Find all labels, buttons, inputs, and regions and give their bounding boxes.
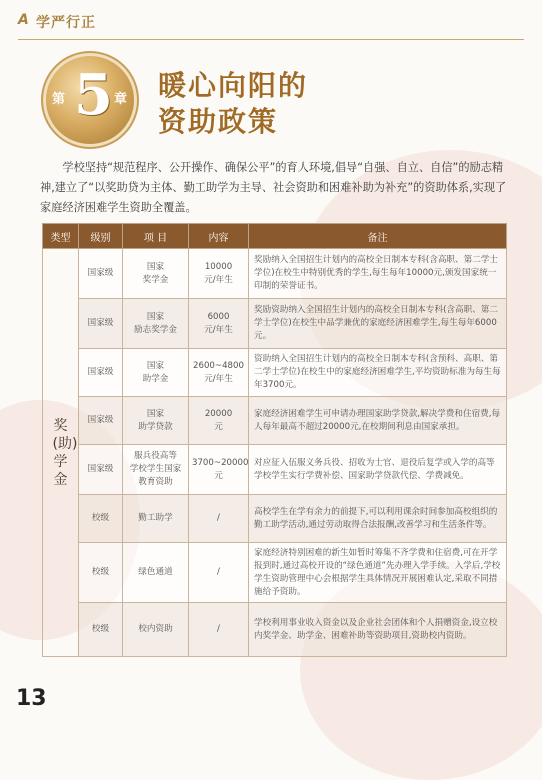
note-cell: 高校学生在学有余力的前提下,可以利用课余时间参加高校组织的勤工助学活动,通过劳动取得合法报酬,改善学习和生活条件等。 [249, 495, 507, 543]
page-header [18, 10, 524, 36]
chapter-title [158, 68, 308, 140]
header-level: 级别 [79, 224, 123, 249]
chapter-title-line2: 资助政策 [158, 105, 279, 138]
table-row [43, 543, 507, 603]
item-cell: 国家 助学贷款 [123, 397, 189, 445]
content-cell: 3700~20000 元 [189, 445, 249, 495]
level-cell: 校级 [79, 603, 123, 657]
content-cell: / [189, 495, 249, 543]
item-cell: 勤工助学 [123, 495, 189, 543]
chapter-badge [46, 56, 134, 144]
table-row [43, 397, 507, 445]
note-cell: 资助纳入全国招生计划内的高校全日制本专科(含预科、高职、第二学士学位)在校生中的家庭经济困难学生,平均资助标准为每生每年3700元。 [249, 349, 507, 397]
table-row [43, 445, 507, 495]
level-cell: 国家级 [79, 299, 123, 349]
note-cell: 家庭经济困难学生可申请办理国家助学贷款,解决学费和住宿费,每人每年最高不超过20000元,在校期间利息由国家承担。 [249, 397, 507, 445]
header-content: 内容 [189, 224, 249, 249]
level-cell: 校级 [79, 495, 123, 543]
table-row [43, 249, 507, 299]
chapter-title-line1: 暖心向阳的 [158, 69, 309, 102]
content-cell: 20000 元 [189, 397, 249, 445]
item-cell: 国家 励志奖学金 [123, 299, 189, 349]
item-cell: 国家 助学金 [123, 349, 189, 397]
note-cell: 对应征入伍服义务兵役、招收为士官、退役后复学或入学的高等学校学生实行学费补偿、国家助学贷款代偿、学费减免。 [249, 445, 507, 495]
content-cell: 10000 元/年生 [189, 249, 249, 299]
content-cell: / [189, 603, 249, 657]
content-cell: / [189, 543, 249, 603]
section-title: 学严行正 [36, 15, 96, 31]
level-cell: 校级 [79, 543, 123, 603]
type-cell [43, 249, 79, 657]
logo-icon: A [18, 12, 29, 28]
item-cell: 绿色通道 [123, 543, 189, 603]
item-cell: 国家 奖学金 [123, 249, 189, 299]
content-cell: 2600~4800 元/年生 [189, 349, 249, 397]
table-header-row [43, 224, 507, 249]
header-divider [18, 39, 524, 40]
level-cell: 国家级 [79, 249, 123, 299]
content-cell: 6000 元/年生 [189, 299, 249, 349]
table-row [43, 495, 507, 543]
table-row [43, 603, 507, 657]
item-cell: 服兵役高等 学校学生国家 教育资助 [123, 445, 189, 495]
intro-paragraph: 学校坚持“规范程序、公开操作、确保公平”的育人环境,倡导“自强、自立、自信”的励志精神,建立了“以奖助贷为主体、勤工助学为主导、社会资助和困难补助为补充”的资助体系,实现了家庭经济困难学生资助全覆盖。 [40, 161, 507, 214]
type-label: 奖(助)学金 [52, 417, 78, 488]
chapter-prefix: 第 [52, 92, 66, 107]
note-cell: 奖励纳入全国招生计划内的高校全日制本专科(含高职、第二学士学位)在校生中特别优秀的学生,每生每年10000元,颁发国家统一印制的荣誉证书。 [249, 249, 507, 299]
level-cell: 国家级 [79, 397, 123, 445]
header-note: 备注 [249, 224, 507, 249]
level-cell: 国家级 [79, 349, 123, 397]
aid-policy-table [42, 223, 507, 657]
header-item: 项 目 [123, 224, 189, 249]
level-cell: 国家级 [79, 445, 123, 495]
item-cell: 校内资助 [123, 603, 189, 657]
note-cell: 家庭经济特别困难的新生如暂时筹集不齐学费和住宿费,可在开学报到时,通过高校开设的“绿色通道”先办理入学手续。入学后,学校学生资助管理中心会根据学生具体情况开展困难认定,采取不同措施给予资助。 [249, 543, 507, 603]
header-type: 类型 [43, 224, 79, 249]
table-row [43, 349, 507, 397]
note-cell: 学校利用事业收入资金以及企业社会团体和个人捐赠资金,设立校内奖学金、助学金、困难补助等资助项目,资助校内资助。 [249, 603, 507, 657]
page-number: 13 [16, 686, 47, 711]
chapter-number: 5 [74, 62, 113, 128]
chapter-suffix: 章 [114, 92, 128, 107]
table-row [43, 299, 507, 349]
note-cell: 奖励资助纳入全国招生计划内的高校全日制本专科(含高职、第二学士学位)在校生中品学兼优的家庭经济困难学生,每生每年6000元。 [249, 299, 507, 349]
